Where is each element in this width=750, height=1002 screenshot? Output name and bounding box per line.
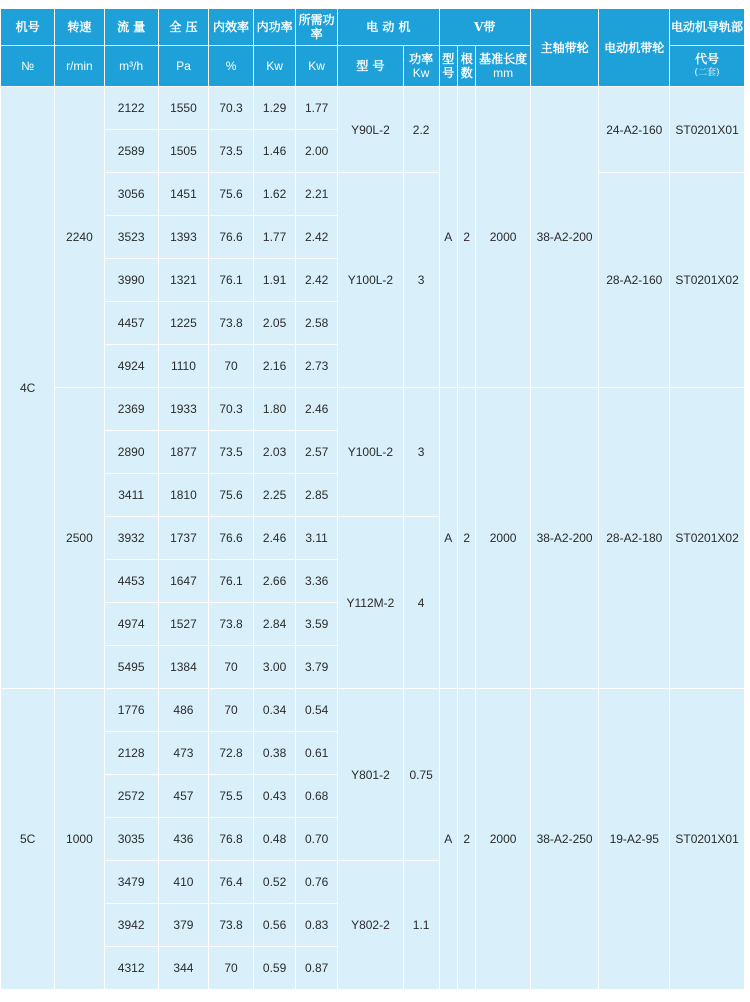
motor-model-cell: Y100L-2	[338, 388, 404, 517]
required-power-cell: 2.42	[296, 259, 338, 302]
efficiency-cell: 75.6	[209, 173, 254, 216]
header-rail-code: 代号 (二套)	[670, 46, 745, 87]
vbelt-count-cell: 2	[458, 87, 476, 388]
pressure-cell: 1877	[158, 431, 208, 474]
motor-model-cell: Y100L-2	[338, 173, 404, 388]
pressure-cell: 379	[158, 904, 208, 947]
flow-cell: 3932	[104, 517, 158, 560]
speed-cell: 1000	[55, 689, 104, 990]
header-speed-unit: r/min	[55, 46, 104, 87]
efficiency-cell: 76.6	[209, 517, 254, 560]
required-power-cell: 2.00	[296, 130, 338, 173]
pressure-cell: 473	[158, 732, 208, 775]
efficiency-cell: 76.8	[209, 818, 254, 861]
pressure-cell: 1737	[158, 517, 208, 560]
pressure-cell: 436	[158, 818, 208, 861]
efficiency-cell: 76.1	[209, 259, 254, 302]
internal-power-cell: 2.84	[254, 603, 296, 646]
motor-power-cell: 0.75	[403, 689, 439, 861]
flow-cell: 4312	[104, 947, 158, 990]
pressure-cell: 1505	[158, 130, 208, 173]
rail-code-cell: ST0201X02	[670, 173, 745, 388]
header-speed: 转速	[55, 9, 104, 46]
flow-cell: 3942	[104, 904, 158, 947]
flow-cell: 4453	[104, 560, 158, 603]
internal-power-cell: 2.16	[254, 345, 296, 388]
internal-power-cell: 0.34	[254, 689, 296, 732]
header-efficiency: 内效率	[209, 9, 254, 46]
pressure-cell: 1647	[158, 560, 208, 603]
header-rail-group: 电动机导轨部	[670, 9, 745, 46]
motor-power-cell: 1.1	[403, 861, 439, 990]
flow-cell: 2128	[104, 732, 158, 775]
required-power-cell: 1.77	[296, 87, 338, 130]
speed-cell: 2500	[55, 388, 104, 689]
vbelt-type-cell: A	[439, 388, 457, 689]
header-vbelt-count: 根数	[458, 46, 476, 87]
efficiency-cell: 76.6	[209, 216, 254, 259]
flow-cell: 2369	[104, 388, 158, 431]
pressure-cell: 1933	[158, 388, 208, 431]
required-power-cell: 0.83	[296, 904, 338, 947]
flow-cell: 3479	[104, 861, 158, 904]
motor-pulley-cell: 24-A2-160	[599, 87, 670, 173]
efficiency-cell: 76.4	[209, 861, 254, 904]
flow-cell: 2589	[104, 130, 158, 173]
header-vbelt-type: 型号	[439, 46, 457, 87]
internal-power-cell: 1.80	[254, 388, 296, 431]
rail-code-cell: ST0201X01	[670, 689, 745, 990]
internal-power-cell: 2.05	[254, 302, 296, 345]
required-power-cell: 0.54	[296, 689, 338, 732]
header-motor-group: 电 动 机	[338, 9, 439, 46]
required-power-cell: 2.85	[296, 474, 338, 517]
header-spindle-pulley: 主轴带轮	[530, 9, 599, 87]
internal-power-cell: 2.46	[254, 517, 296, 560]
efficiency-cell: 70	[209, 689, 254, 732]
flow-cell: 2890	[104, 431, 158, 474]
pressure-cell: 1810	[158, 474, 208, 517]
required-power-cell: 2.46	[296, 388, 338, 431]
motor-power-cell: 2.2	[403, 87, 439, 173]
internal-power-cell: 1.91	[254, 259, 296, 302]
motor-model-cell: Y801-2	[338, 689, 404, 861]
required-power-cell: 2.58	[296, 302, 338, 345]
flow-cell: 2572	[104, 775, 158, 818]
header-pressure: 全 压	[158, 9, 208, 46]
fan-no-cell: 5C	[1, 689, 55, 990]
efficiency-cell: 70	[209, 345, 254, 388]
table-row	[1, 689, 745, 732]
internal-power-cell: 0.43	[254, 775, 296, 818]
table-row	[1, 388, 745, 431]
header-flow-unit: m³/h	[104, 46, 158, 87]
motor-model-cell: Y802-2	[338, 861, 404, 990]
motor-pulley-cell: 28-A2-160	[599, 173, 670, 388]
flow-cell: 3990	[104, 259, 158, 302]
vbelt-count-cell: 2	[458, 388, 476, 689]
speed-cell: 2240	[55, 87, 104, 388]
efficiency-cell: 73.5	[209, 130, 254, 173]
efficiency-cell: 76.1	[209, 560, 254, 603]
required-power-cell: 0.68	[296, 775, 338, 818]
required-power-cell: 3.79	[296, 646, 338, 689]
flow-cell: 4924	[104, 345, 158, 388]
fan-spec-table	[0, 8, 745, 990]
required-power-cell: 2.73	[296, 345, 338, 388]
internal-power-cell: 2.25	[254, 474, 296, 517]
flow-cell: 4974	[104, 603, 158, 646]
header-pressure-unit: Pa	[158, 46, 208, 87]
motor-model-cell: Y112M-2	[338, 517, 404, 689]
motor-power-cell: 4	[403, 517, 439, 689]
internal-power-cell: 1.77	[254, 216, 296, 259]
header-no: 机号	[1, 9, 55, 46]
header-required-power: 所需功率	[296, 9, 338, 46]
required-power-cell: 2.42	[296, 216, 338, 259]
internal-power-cell: 1.62	[254, 173, 296, 216]
header-no-unit: №	[1, 46, 55, 87]
pressure-cell: 1527	[158, 603, 208, 646]
pressure-cell: 457	[158, 775, 208, 818]
header-vbelt-length: 基准长度 mm	[476, 46, 530, 87]
motor-power-cell: 3	[403, 388, 439, 517]
internal-power-cell: 0.56	[254, 904, 296, 947]
required-power-cell: 2.21	[296, 173, 338, 216]
required-power-cell: 2.57	[296, 431, 338, 474]
motor-model-cell: Y90L-2	[338, 87, 404, 173]
flow-cell: 3411	[104, 474, 158, 517]
pressure-cell: 1225	[158, 302, 208, 345]
required-power-cell: 3.11	[296, 517, 338, 560]
fan-no-cell: 4C	[1, 87, 55, 689]
required-power-cell: 0.76	[296, 861, 338, 904]
internal-power-cell: 2.66	[254, 560, 296, 603]
vbelt-type-cell: A	[439, 87, 457, 388]
required-power-cell: 0.61	[296, 732, 338, 775]
efficiency-cell: 73.5	[209, 431, 254, 474]
flow-cell: 5495	[104, 646, 158, 689]
efficiency-cell: 73.8	[209, 302, 254, 345]
motor-pulley-cell: 19-A2-95	[599, 689, 670, 990]
internal-power-cell: 2.03	[254, 431, 296, 474]
efficiency-cell: 75.6	[209, 474, 254, 517]
internal-power-cell: 3.00	[254, 646, 296, 689]
flow-cell: 1776	[104, 689, 158, 732]
efficiency-cell: 73.8	[209, 904, 254, 947]
spindle-pulley-cell: 38-A2-250	[530, 689, 599, 990]
flow-cell: 3035	[104, 818, 158, 861]
internal-power-cell: 0.38	[254, 732, 296, 775]
vbelt-type-cell: A	[439, 689, 457, 990]
pressure-cell: 1550	[158, 87, 208, 130]
required-power-cell: 0.70	[296, 818, 338, 861]
table-body	[1, 87, 745, 990]
header-efficiency-unit: %	[209, 46, 254, 87]
header-internal-power: 内功率	[254, 9, 296, 46]
flow-cell: 2122	[104, 87, 158, 130]
internal-power-cell: 0.48	[254, 818, 296, 861]
internal-power-cell: 1.46	[254, 130, 296, 173]
spindle-pulley-cell: 38-A2-200	[530, 388, 599, 689]
header-flow: 流 量	[104, 9, 158, 46]
table-row	[1, 87, 745, 130]
header-required-power-unit: Kw	[296, 46, 338, 87]
pressure-cell: 344	[158, 947, 208, 990]
pressure-cell: 1451	[158, 173, 208, 216]
internal-power-cell: 0.59	[254, 947, 296, 990]
pressure-cell: 410	[158, 861, 208, 904]
efficiency-cell: 70.3	[209, 388, 254, 431]
flow-cell: 3523	[104, 216, 158, 259]
header-vbelt-group: V带	[439, 9, 530, 46]
flow-cell: 3056	[104, 173, 158, 216]
rail-code-cell: ST0201X02	[670, 388, 745, 689]
header-motor-power: 功率 Kw	[403, 46, 439, 87]
efficiency-cell: 75.5	[209, 775, 254, 818]
pressure-cell: 486	[158, 689, 208, 732]
header-motor-pulley: 电动机带轮	[599, 9, 670, 87]
header-motor-model: 型 号	[338, 46, 404, 87]
pressure-cell: 1321	[158, 259, 208, 302]
spindle-pulley-cell: 38-A2-200	[530, 87, 599, 388]
vbelt-length-cell: 2000	[476, 388, 530, 689]
table-header	[1, 9, 745, 87]
vbelt-length-cell: 2000	[476, 87, 530, 388]
vbelt-count-cell: 2	[458, 689, 476, 990]
required-power-cell: 0.87	[296, 947, 338, 990]
efficiency-cell: 73.8	[209, 603, 254, 646]
efficiency-cell: 72.8	[209, 732, 254, 775]
required-power-cell: 3.59	[296, 603, 338, 646]
motor-pulley-cell: 28-A2-180	[599, 388, 670, 689]
vbelt-length-cell: 2000	[476, 689, 530, 990]
efficiency-cell: 70	[209, 646, 254, 689]
efficiency-cell: 70	[209, 947, 254, 990]
motor-power-cell: 3	[403, 173, 439, 388]
pressure-cell: 1110	[158, 345, 208, 388]
header-internal-power-unit: Kw	[254, 46, 296, 87]
table-row	[1, 173, 745, 216]
rail-code-cell: ST0201X01	[670, 87, 745, 173]
pressure-cell: 1384	[158, 646, 208, 689]
internal-power-cell: 0.52	[254, 861, 296, 904]
pressure-cell: 1393	[158, 216, 208, 259]
flow-cell: 4457	[104, 302, 158, 345]
internal-power-cell: 1.29	[254, 87, 296, 130]
required-power-cell: 3.36	[296, 560, 338, 603]
efficiency-cell: 70.3	[209, 87, 254, 130]
